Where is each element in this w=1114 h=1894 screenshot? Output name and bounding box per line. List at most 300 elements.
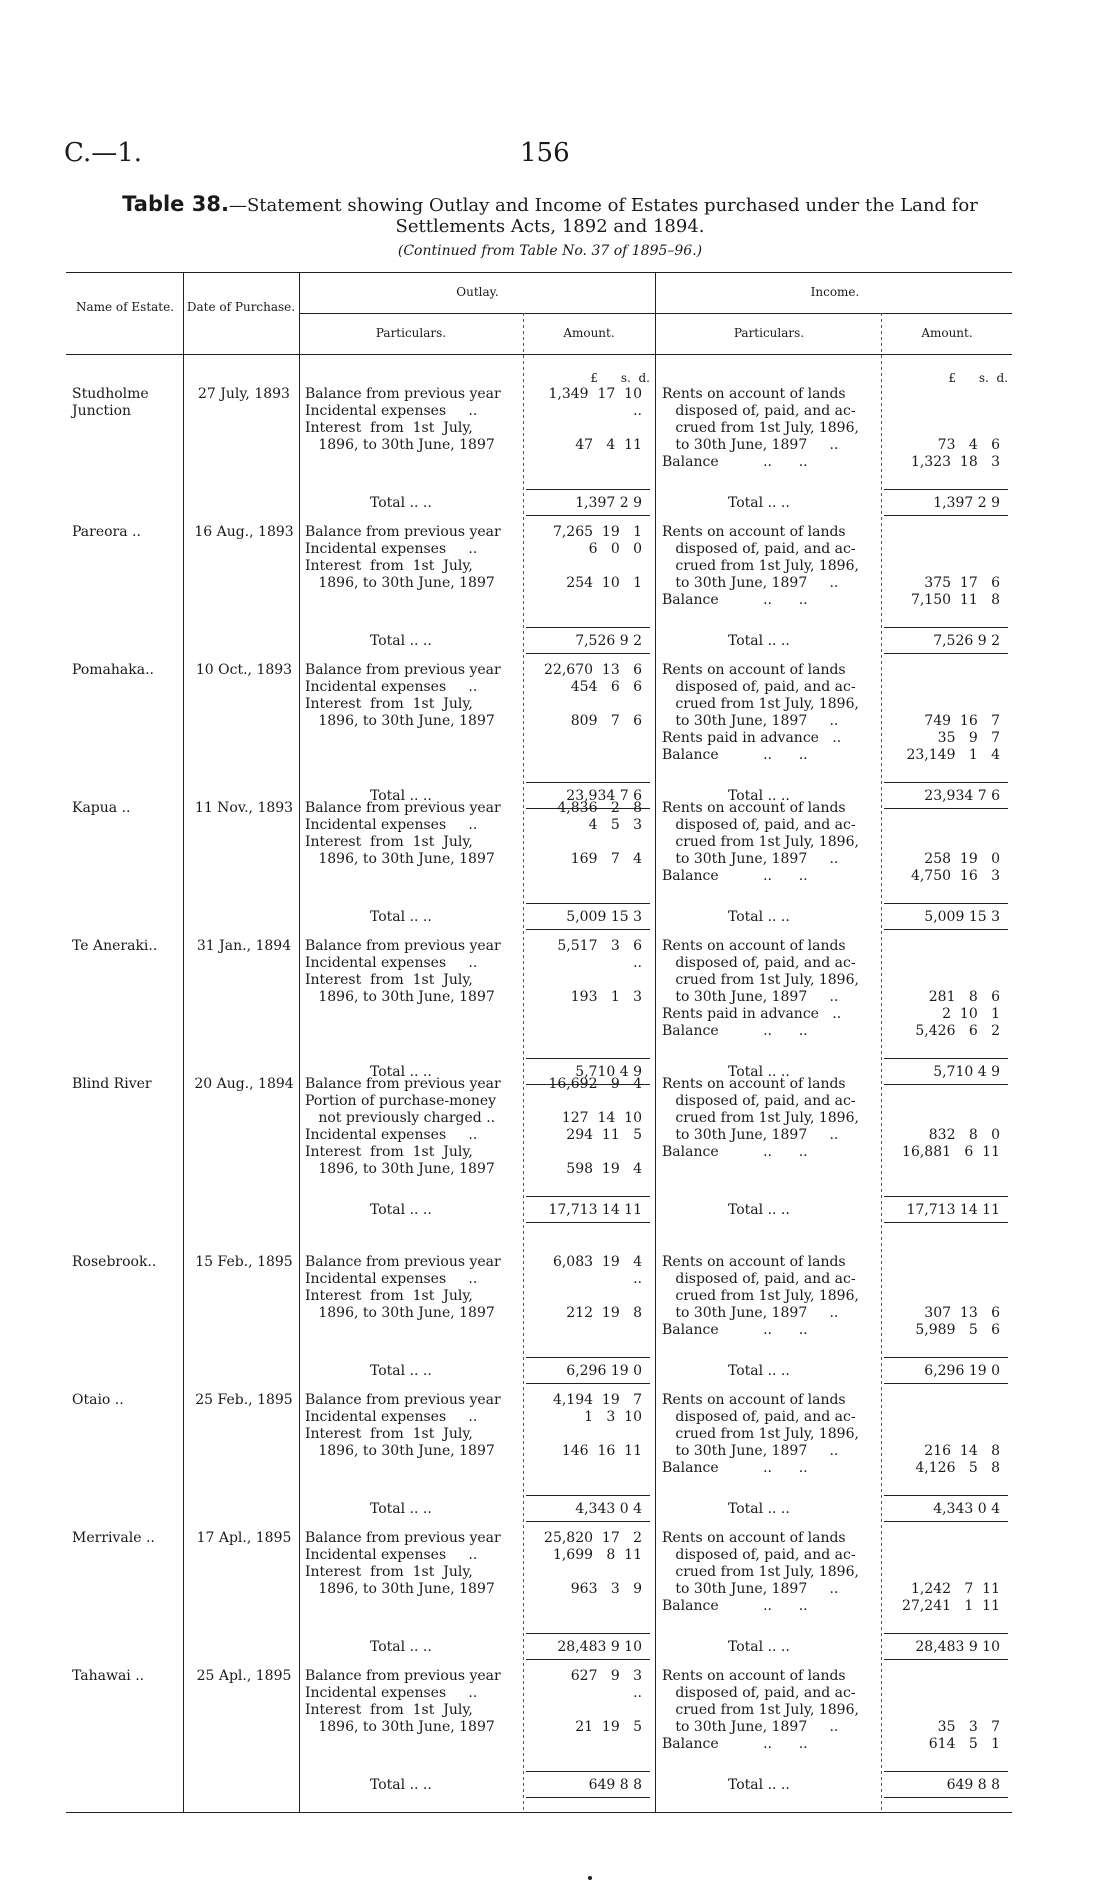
- subtotal-rule: [884, 1521, 1008, 1522]
- page-header-code: C.—1.: [64, 138, 143, 168]
- outlay-amounts: [526, 662, 650, 730]
- purchase-date: 20 Aug., 1894: [194, 1076, 294, 1092]
- income-total: 1,397 2 9: [933, 495, 1000, 511]
- income-amount: 23,149 1 4: [906, 747, 1000, 763]
- income-line: crued from 1st July, 1896,: [662, 420, 859, 436]
- income-amount: 258 19 0: [924, 851, 1000, 867]
- outlay-amounts: [526, 938, 650, 1006]
- outlay-line: 1896, to 30th June, 1897: [305, 1719, 495, 1735]
- subtotal-rule: [884, 782, 1008, 783]
- income-amount: 2 10 1: [942, 1006, 1000, 1022]
- outlay-amount: 22,670 13 6: [544, 662, 642, 678]
- purchase-date: 11 Nov., 1893: [194, 800, 294, 816]
- income-line: Rents on account of lands: [662, 1668, 846, 1684]
- outlay-line: Balance from previous year: [305, 1392, 501, 1408]
- subtotal-rule: [526, 1771, 650, 1772]
- outlay-amount: 454 6 6: [570, 679, 642, 695]
- income-amount: [884, 1409, 1008, 1426]
- income-amount: 16,881 6 11: [902, 1144, 1000, 1160]
- income-amount: [884, 1564, 1008, 1581]
- outlay-amount: 146 16 11: [561, 1443, 642, 1459]
- subtotal-rule: [884, 1633, 1008, 1634]
- subtotal-rule: [526, 515, 650, 516]
- outlay-total: 5,009 15 3: [566, 909, 642, 925]
- income-total: 649 8 8: [946, 1777, 1000, 1793]
- subtotal-rule: [526, 1797, 650, 1798]
- outlay-particulars: [305, 524, 525, 592]
- outlay-particulars: [305, 1392, 525, 1460]
- income-line: crued from 1st July, 1896,: [662, 558, 859, 574]
- subtotal-rule: [526, 1357, 650, 1358]
- income-line: Balance .. ..: [662, 747, 808, 763]
- outlay-total: 649 8 8: [588, 1777, 642, 1793]
- income-total: 7,526 9 2: [933, 633, 1000, 649]
- outlay-total: 4,343 0 4: [575, 1501, 642, 1517]
- income-total-label: Total .. ..: [728, 788, 790, 804]
- outlay-line: Balance from previous year: [305, 1530, 501, 1546]
- total-row: [0, 907, 1114, 927]
- income-line: crued from 1st July, 1896,: [662, 1564, 859, 1580]
- subtotal-rule: [884, 627, 1008, 628]
- outlay-particulars: [305, 1076, 525, 1178]
- table-bottom-rule: [66, 1812, 1012, 1813]
- outlay-line: Incidental expenses ..: [305, 955, 478, 971]
- total-row: [0, 1499, 1114, 1519]
- subtotal-rule: [884, 515, 1008, 516]
- outlay-line: Interest from 1st July,: [305, 834, 473, 850]
- income-amount: [884, 1426, 1008, 1443]
- outlay-line: Incidental expenses ..: [305, 679, 478, 695]
- table-top-rule: [66, 272, 1012, 273]
- outlay-amount: 627 9 3: [570, 1668, 642, 1684]
- outlay-line: Incidental expenses ..: [305, 1685, 478, 1701]
- income-amounts: [884, 662, 1008, 764]
- subtotal-rule: [884, 929, 1008, 930]
- income-line: Balance .. ..: [662, 1322, 808, 1338]
- outlay-line: 1896, to 30th June, 1897: [305, 1581, 495, 1597]
- income-amounts: [884, 1392, 1008, 1477]
- estate-name: Merrivale ..: [72, 1530, 155, 1546]
- outlay-amount: 193 1 3: [570, 989, 642, 1005]
- outlay-line: Interest from 1st July,: [305, 1426, 473, 1442]
- outlay-line: 1896, to 30th June, 1897: [305, 1305, 495, 1321]
- outlay-total: 5,710 4 9: [575, 1064, 642, 1080]
- income-amounts: [884, 386, 1008, 471]
- income-amount: 73 4 6: [937, 437, 1000, 453]
- income-amount: [884, 1254, 1008, 1271]
- income-amount: 832 8 0: [928, 1127, 1000, 1143]
- outlay-line: Interest from 1st July,: [305, 1564, 473, 1580]
- income-particulars: [662, 800, 882, 885]
- income-amount: [884, 696, 1008, 713]
- outlay-line: 1896, to 30th June, 1897: [305, 437, 495, 453]
- outlay-particulars: [305, 938, 525, 1006]
- outlay-line: Balance from previous year: [305, 1076, 501, 1092]
- outlay-amounts: [526, 1392, 650, 1460]
- subheader-rule: [300, 313, 1012, 314]
- outlay-particulars: [305, 386, 525, 454]
- income-line: Rents on account of lands: [662, 386, 846, 402]
- subtotal-rule: [884, 1196, 1008, 1197]
- outlay-amount: 127 14 10: [561, 1110, 642, 1126]
- income-total-label: Total .. ..: [728, 1777, 790, 1793]
- income-line: to 30th June, 1897 ..: [662, 851, 839, 867]
- outlay-line: Incidental expenses ..: [305, 1409, 478, 1425]
- subtotal-rule: [526, 1196, 650, 1197]
- income-amount: 4,126 5 8: [915, 1460, 1000, 1476]
- income-particulars: [662, 1668, 882, 1753]
- income-amounts: [884, 938, 1008, 1040]
- income-line: crued from 1st July, 1896,: [662, 1702, 859, 1718]
- outlay-line: Balance from previous year: [305, 800, 501, 816]
- income-amounts: [884, 800, 1008, 885]
- income-amount: 35 9 7: [937, 730, 1000, 746]
- subtotal-rule: [884, 1495, 1008, 1496]
- income-line: disposed of, paid, and ac-: [662, 1093, 856, 1109]
- income-total: 23,934 7 6: [924, 788, 1000, 804]
- outlay-amount: 1,349 17 10: [548, 386, 642, 402]
- income-line: Balance .. ..: [662, 1598, 808, 1614]
- outlay-line: Interest from 1st July,: [305, 696, 473, 712]
- income-amount: [884, 1093, 1008, 1110]
- outlay-amount: ..: [633, 1685, 642, 1701]
- estate-name: Blind River: [72, 1076, 152, 1092]
- outlay-total-label: Total .. ..: [370, 1363, 432, 1379]
- income-line: crued from 1st July, 1896,: [662, 1288, 859, 1304]
- outlay-line: 1896, to 30th June, 1897: [305, 575, 495, 591]
- outlay-particulars: [305, 662, 525, 730]
- outlay-amounts: [526, 1254, 650, 1322]
- footer-dot: [588, 1876, 592, 1880]
- income-total: 5,009 15 3: [924, 909, 1000, 925]
- income-line: Balance .. ..: [662, 868, 808, 884]
- income-amount: 27,241 1 11: [902, 1598, 1000, 1614]
- purchase-date: 25 Apl., 1895: [196, 1668, 292, 1684]
- income-line: crued from 1st July, 1896,: [662, 696, 859, 712]
- outlay-line: Balance from previous year: [305, 524, 501, 540]
- outlay-amount: 598 19 4: [566, 1161, 642, 1177]
- outlay-amount: 16,692 9 4: [548, 1076, 642, 1092]
- outlay-line: Incidental expenses ..: [305, 541, 478, 557]
- income-line: to 30th June, 1897 ..: [662, 575, 839, 591]
- income-line: to 30th June, 1897 ..: [662, 713, 839, 729]
- outlay-amount: 4,194 19 7: [552, 1392, 642, 1408]
- income-total-label: Total .. ..: [728, 1202, 790, 1218]
- income-line: Rents on account of lands: [662, 800, 846, 816]
- outlay-amount: 21 19 5: [575, 1719, 642, 1735]
- income-line: Rents on account of lands: [662, 1076, 846, 1092]
- outlay-amount: [526, 1702, 650, 1719]
- income-line: to 30th June, 1897 ..: [662, 437, 839, 453]
- income-line: Balance .. ..: [662, 1023, 808, 1039]
- income-particulars: [662, 1076, 882, 1161]
- outlay-line: Incidental expenses ..: [305, 817, 478, 833]
- income-amount: 1,323 18 3: [910, 454, 1000, 470]
- income-line: Rents paid in advance ..: [662, 1006, 842, 1022]
- income-amount: [884, 541, 1008, 558]
- outlay-amount: 4,836 2 8: [557, 800, 642, 816]
- income-amount: 307 13 6: [924, 1305, 1000, 1321]
- outlay-total-label: Total .. ..: [370, 1639, 432, 1655]
- outlay-total-label: Total .. ..: [370, 1202, 432, 1218]
- income-line: Balance .. ..: [662, 1736, 808, 1752]
- subtotal-rule: [884, 653, 1008, 654]
- outlay-amounts: [526, 386, 650, 454]
- income-total-label: Total .. ..: [728, 1064, 790, 1080]
- outlay-particulars: [305, 1668, 525, 1736]
- subtotal-rule: [526, 1222, 650, 1223]
- income-line: disposed of, paid, and ac-: [662, 1271, 856, 1287]
- subtotal-rule: [884, 1058, 1008, 1059]
- income-particulars: [662, 1530, 882, 1615]
- table-title-text: —Statement showing Outlay and Income of Estates purchased under the Land for Settlements Acts, 1892 and 1894.: [228, 195, 978, 237]
- subtotal-rule: [526, 1495, 650, 1496]
- income-line: crued from 1st July, 1896,: [662, 1426, 859, 1442]
- income-amount: [884, 938, 1008, 955]
- income-amount: 614 5 1: [928, 1736, 1000, 1752]
- outlay-amount: 5,517 3 6: [557, 938, 642, 954]
- outlay-amount: [526, 1288, 650, 1305]
- outlay-amount: 1,699 8 11: [552, 1547, 642, 1563]
- income-line: disposed of, paid, and ac-: [662, 955, 856, 971]
- subtotal-rule: [884, 1383, 1008, 1384]
- income-amount: [884, 403, 1008, 420]
- col-income-header: Income.: [810, 285, 860, 299]
- total-row: [0, 493, 1114, 513]
- outlay-line: Interest from 1st July,: [305, 1702, 473, 1718]
- subtotal-rule: [884, 489, 1008, 490]
- income-total-label: Total .. ..: [728, 1501, 790, 1517]
- subtotal-rule: [884, 1222, 1008, 1223]
- outlay-line: Interest from 1st July,: [305, 420, 473, 436]
- income-amount: 375 17 6: [924, 575, 1000, 591]
- income-line: to 30th June, 1897 ..: [662, 1443, 839, 1459]
- income-amount: 216 14 8: [924, 1443, 1000, 1459]
- outlay-total-label: Total .. ..: [370, 495, 432, 511]
- subtotal-rule: [526, 1058, 650, 1059]
- income-line: disposed of, paid, and ac-: [662, 1547, 856, 1563]
- outlay-amount: ..: [633, 1271, 642, 1287]
- purchase-date: 17 Apl., 1895: [196, 1530, 292, 1546]
- outlay-line: Incidental expenses ..: [305, 1271, 478, 1287]
- income-amounts: [884, 524, 1008, 609]
- outlay-line: Interest from 1st July,: [305, 558, 473, 574]
- income-amount: [884, 1702, 1008, 1719]
- income-line: disposed of, paid, and ac-: [662, 1685, 856, 1701]
- purchase-date: 16 Aug., 1893: [194, 524, 294, 540]
- outlay-line: Interest from 1st July,: [305, 972, 473, 988]
- subtotal-rule: [526, 903, 650, 904]
- estate-name: Tahawai ..: [72, 1668, 145, 1684]
- income-line: crued from 1st July, 1896,: [662, 834, 859, 850]
- outlay-amount: 47 4 11: [575, 437, 642, 453]
- income-currency-units: £ s. d.: [948, 371, 1008, 385]
- subtotal-rule: [526, 929, 650, 930]
- outlay-currency-units: £ s. d.: [590, 371, 650, 385]
- income-line: Rents on account of lands: [662, 1254, 846, 1270]
- income-amount: [884, 386, 1008, 403]
- estate-name: Studholme Junction: [72, 386, 149, 419]
- income-line: to 30th June, 1897 ..: [662, 1305, 839, 1321]
- income-total: 28,483 9 10: [915, 1639, 1000, 1655]
- income-amount: [884, 972, 1008, 989]
- outlay-amount: 7,265 19 1: [552, 524, 642, 540]
- outlay-total: 28,483 9 10: [557, 1639, 642, 1655]
- income-total-label: Total .. ..: [728, 1363, 790, 1379]
- income-line: Balance .. ..: [662, 454, 808, 470]
- outlay-amount: 1 3 10: [584, 1409, 642, 1425]
- outlay-amount: 169 7 4: [570, 851, 642, 867]
- outlay-line: Balance from previous year: [305, 386, 501, 402]
- income-line: Rents on account of lands: [662, 662, 846, 678]
- income-amount: [884, 1530, 1008, 1547]
- col-income-amount: Amount.: [921, 326, 973, 340]
- outlay-particulars: [305, 1254, 525, 1322]
- outlay-amount: [526, 1426, 650, 1443]
- income-amount: [884, 1271, 1008, 1288]
- outlay-amount: [526, 420, 650, 437]
- outlay-total: 6,296 19 0: [566, 1363, 642, 1379]
- purchase-date: 25 Feb., 1895: [195, 1392, 293, 1408]
- income-amount: [884, 662, 1008, 679]
- outlay-line: Balance from previous year: [305, 662, 501, 678]
- income-line: Balance .. ..: [662, 1460, 808, 1476]
- income-line: crued from 1st July, 1896,: [662, 1110, 859, 1126]
- outlay-amounts: [526, 524, 650, 592]
- outlay-line: 1896, to 30th June, 1897: [305, 1443, 495, 1459]
- total-row: [0, 1200, 1114, 1220]
- estate-name: Pareora ..: [72, 524, 141, 540]
- outlay-total: 1,397 2 9: [575, 495, 642, 511]
- income-line: to 30th June, 1897 ..: [662, 1127, 839, 1143]
- outlay-amount: [526, 696, 650, 713]
- purchase-date: 10 Oct., 1893: [195, 662, 293, 678]
- subtotal-rule: [526, 1659, 650, 1660]
- income-amounts: [884, 1530, 1008, 1615]
- income-total: 5,710 4 9: [933, 1064, 1000, 1080]
- col-name-header: Name of Estate.: [75, 300, 175, 314]
- outlay-line: 1896, to 30th June, 1897: [305, 989, 495, 1005]
- income-line: to 30th June, 1897 ..: [662, 989, 839, 1005]
- outlay-line: 1896, to 30th June, 1897: [305, 713, 495, 729]
- income-line: to 30th June, 1897 ..: [662, 1719, 839, 1735]
- col-outlay-amount: Amount.: [563, 326, 615, 340]
- col-date-header: Date of Purchase.: [186, 300, 296, 314]
- income-line: Rents paid in advance ..: [662, 730, 842, 746]
- total-row: [0, 631, 1114, 651]
- income-line: Balance .. ..: [662, 1144, 808, 1160]
- income-total: 4,343 0 4: [933, 1501, 1000, 1517]
- income-amount: [884, 1547, 1008, 1564]
- income-amount: 5,989 5 6: [915, 1322, 1000, 1338]
- income-amount: 1,242 7 11: [910, 1581, 1000, 1597]
- outlay-line: Balance from previous year: [305, 1668, 501, 1684]
- income-amount: [884, 1076, 1008, 1093]
- subtotal-rule: [884, 1797, 1008, 1798]
- outlay-line: not previously charged ..: [305, 1110, 496, 1126]
- col-outlay-header: Outlay.: [456, 285, 499, 299]
- outlay-amount: 6,083 19 4: [552, 1254, 642, 1270]
- income-amounts: [884, 1076, 1008, 1161]
- income-amount: 281 8 6: [928, 989, 1000, 1005]
- outlay-total-label: Total .. ..: [370, 1501, 432, 1517]
- income-amount: [884, 955, 1008, 972]
- subtotal-rule: [526, 627, 650, 628]
- income-amount: [884, 420, 1008, 437]
- table-title: [70, 194, 1030, 237]
- income-particulars: [662, 386, 882, 471]
- income-amount: [884, 1288, 1008, 1305]
- purchase-date: 27 July, 1893: [198, 386, 290, 402]
- outlay-total-label: Total .. ..: [370, 1777, 432, 1793]
- outlay-total-label: Total .. ..: [370, 633, 432, 649]
- subtotal-rule: [526, 1521, 650, 1522]
- income-total-label: Total .. ..: [728, 633, 790, 649]
- income-line: Balance .. ..: [662, 592, 808, 608]
- income-amounts: [884, 1668, 1008, 1753]
- outlay-line: Portion of purchase-money: [305, 1093, 497, 1109]
- table-continued-note: (Continued from Table No. 37 of 1895–96.): [397, 243, 703, 259]
- outlay-amounts: [526, 800, 650, 868]
- income-total-label: Total .. ..: [728, 1639, 790, 1655]
- income-amounts: [884, 1254, 1008, 1339]
- income-particulars: [662, 662, 882, 764]
- income-amount: [884, 834, 1008, 851]
- income-line: Rents on account of lands: [662, 1392, 846, 1408]
- outlay-amount: 254 10 1: [566, 575, 642, 591]
- outlay-line: Interest from 1st July,: [305, 1288, 473, 1304]
- income-amount: [884, 1685, 1008, 1702]
- outlay-amount: 4 5 3: [588, 817, 642, 833]
- outlay-total: 23,934 7 6: [566, 788, 642, 804]
- income-total-label: Total .. ..: [728, 909, 790, 925]
- income-amount: 35 3 7: [937, 1719, 1000, 1735]
- estate-name: Rosebrook..: [72, 1254, 157, 1270]
- outlay-amount: [526, 558, 650, 575]
- outlay-amount: ..: [633, 955, 642, 971]
- income-line: disposed of, paid, and ac-: [662, 679, 856, 695]
- purchase-date: 31 Jan., 1894: [196, 938, 292, 954]
- income-line: disposed of, paid, and ac-: [662, 1409, 856, 1425]
- outlay-amount: [526, 972, 650, 989]
- outlay-amount: 6 0 0: [588, 541, 642, 557]
- income-total: 17,713 14 11: [906, 1202, 1000, 1218]
- income-particulars: [662, 1254, 882, 1339]
- outlay-line: Balance from previous year: [305, 938, 501, 954]
- income-particulars: [662, 524, 882, 609]
- total-row: [0, 1775, 1114, 1795]
- outlay-total-label: Total .. ..: [370, 1064, 432, 1080]
- income-particulars: [662, 1392, 882, 1477]
- subtotal-rule: [884, 1659, 1008, 1660]
- income-amount: 749 16 7: [924, 713, 1000, 729]
- income-total-label: Total .. ..: [728, 495, 790, 511]
- purchase-date: 15 Feb., 1895: [195, 1254, 293, 1270]
- income-line: disposed of, paid, and ac-: [662, 541, 856, 557]
- estate-name: Te Aneraki..: [72, 938, 158, 954]
- subtotal-rule: [884, 1771, 1008, 1772]
- income-line: disposed of, paid, and ac-: [662, 817, 856, 833]
- total-row: [0, 1637, 1114, 1657]
- outlay-amount: 212 19 8: [566, 1305, 642, 1321]
- outlay-line: Interest from 1st July,: [305, 1144, 473, 1160]
- outlay-particulars: [305, 1530, 525, 1598]
- outlay-amounts: [526, 1530, 650, 1598]
- income-amount: [884, 800, 1008, 817]
- table-label: Table 38.: [122, 192, 229, 216]
- income-line: to 30th June, 1897 ..: [662, 1581, 839, 1597]
- page-number: 156: [520, 138, 570, 168]
